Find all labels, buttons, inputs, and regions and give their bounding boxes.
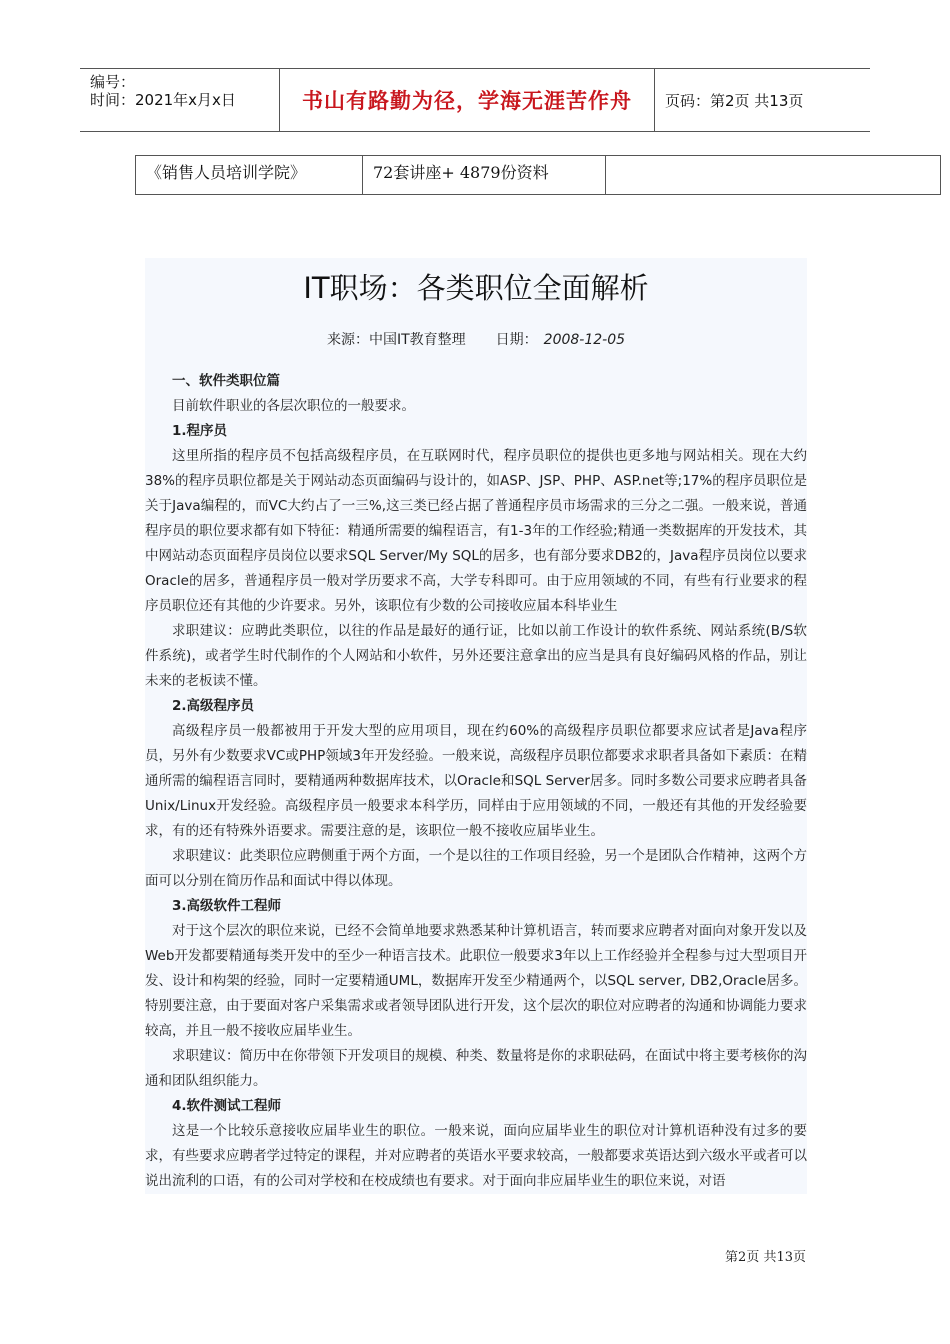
header-meta <box>80 69 280 131</box>
paragraph: 对于这个层次的职位来说，已经不会简单地要求熟悉某种计算机语言，转而要求应聘者对面向对象开发以及Web开发都要精通每类开发中的至少一种语言技术。此职位一般要求3年以上工作经验并全程参与过大型项目开发、设计和构架的经验，同时一定要精通UML，数据库开发至少精通两个，以SQL server, DB2,Oracle居多。特别要注意，由于要面对客户采集需求或者领导团队进行开发，这个层次的职位对应聘者的沟通和协调能力要求较高，并且一般不接收应届毕业生。 <box>145 923 807 1039</box>
article <box>145 258 807 1194</box>
paragraph: 这是一个比较乐意接收应届毕业生的职位。一般来说，面向应届毕业生的职位对计算机语种没有过多的要求，有些要求应聘者学过特定的课程，并对应聘者的英语水平要求较高，一般都要求英语达到六级水平或者可以说出流利的口语，有的公司对学校和在校成绩也有要求。对于面向非应届毕业生的职位来说，对语 <box>145 1123 807 1189</box>
article-source: 来源：中国IT教育整理 <box>326 332 466 348</box>
section-heading: 1.程序员 <box>172 423 228 439</box>
section-heading: 3.高级软件工程师 <box>172 898 282 914</box>
paragraph: 求职建议：简历中在你带领下开发项目的规模、种类、数量将是你的求职砝码，在面试中将主要考核你的沟通和团队组织能力。 <box>145 1048 807 1089</box>
ad-table <box>135 155 941 195</box>
paragraph: 求职建议：此类职位应聘侧重于两个方面，一个是以往的工作项目经验，另一个是团队合作精神，这两个方面可以分别在简历作品和面试中得以体现。 <box>145 848 807 889</box>
paragraph: 高级程序员一般都被用于开发大型的应用项目，现在约60%的高级程序员职位都要求应试者是Java程序员，另外有少数要求VC或PHP领域3年开发经验。一般来说，高级程序员职位都要求求职者具备如下素质：在精通所需的编程语言同时，要精通两种数据库技术，以Oracle和SQL Server居多。同时多数公司要求应聘者具备Unix/Linux开发经验。高级程序员一般要求本科学历，同样由于应用领域的不同，一般还有其他的开发经验要求，有的还有特殊外语要求。需要注意的是，该职位一般不接收应届毕业生。 <box>145 723 807 839</box>
time-label: 时间：2021年x月x日 <box>90 91 236 109</box>
code-label: 编号： <box>90 73 136 91</box>
section-heading: 4.软件测试工程师 <box>172 1098 282 1114</box>
paragraph: 这里所指的程序员不包括高级程序员，在互联网时代，程序员职位的提供也更多地与网站相关。现在大约38%的程序员职位都是关于网站动态页面编码与设计的，如ASP、JSP、PHP、ASP.net等;17%的程序员职位是关于Java编程的，而VC大约占了一三%,这三类已经占据了普通程序员市场需求的三分之二强。一般来说，普通程序员的职位要求都有如下特征：精通所需要的编程语言，有1-3年的工作经验;精通一类数据库的开发技术，其中网站动态页面程序员岗位以要求SQL Server/My SQL的居多，也有部分要求DB2的，Java程序员岗位以要求Oracle的居多，普通程序员一般对学历要求不高，大学专科即可。由于应用领域的不同，有些有行业要求的程序员职位还有其他的少许要求。另外，该职位有少数的公司接收应届本科毕业生 <box>145 448 807 614</box>
ad-cell-title: 《销售人员培训学院》 <box>136 156 363 194</box>
page-footer: 第2页 共13页 <box>725 1250 806 1265</box>
header-motto: 书山有路勤为径，学海无涯苦作舟 <box>280 69 655 131</box>
article-meta <box>145 329 807 349</box>
section-heading: 一、软件类职位篇 <box>172 373 280 389</box>
paragraph: 目前软件职业的各层次职位的一般要求。 <box>172 398 415 414</box>
date-label: 日期： <box>495 332 538 348</box>
page-header <box>80 68 870 132</box>
header-page-info: 页码：第2页 共13页 <box>665 91 804 110</box>
paragraph: 求职建议：应聘此类职位，以往的作品是最好的通行证，比如以前工作设计的软件系统、网站系统(B/S软件系统)，或者学生时代制作的个人网站和小软件，另外还要注意拿出的应当是具有良好编码风格的作品，别让未来的老板读不懂。 <box>145 623 807 689</box>
article-content <box>145 369 807 1194</box>
ad-cell-content: 72套讲座+ 4879份资料 <box>363 156 606 194</box>
article-title: IT职场：各类职位全面解析 <box>303 271 649 305</box>
article-date: 2008-12-05 <box>543 332 626 348</box>
ad-cell-empty <box>606 156 940 194</box>
section-heading: 2.高级程序员 <box>172 698 255 714</box>
